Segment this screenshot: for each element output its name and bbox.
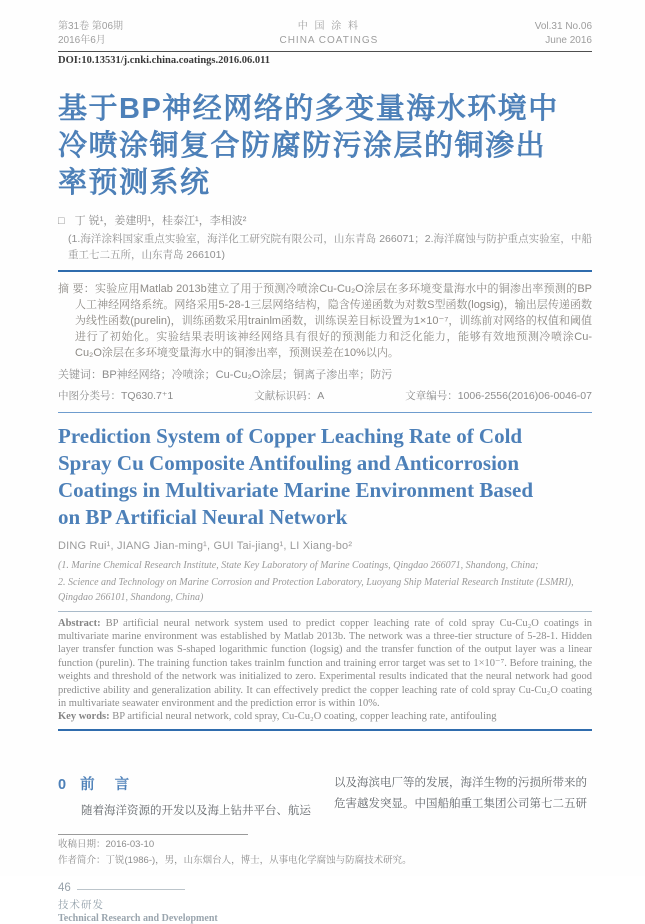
- keywords-en-text: BP artificial neural network, cold spray, Cu-Cu₂O coating, copper leaching rate, antifouling: [112, 711, 497, 723]
- divider-blue-mid: [58, 412, 592, 413]
- author-marker-icon: □: [58, 215, 65, 227]
- footer-category-cn: 技术研发: [58, 899, 104, 912]
- divider-thin: [58, 611, 592, 612]
- affiliation-en-2: 2. Science and Technology on Marine Corrosion and Protection Laboratory, Luoyang Ship Material Research Institute (LSMRI), Qingdao 266101, Shandong, China): [58, 576, 574, 603]
- keywords-en-label: Key words:: [58, 711, 110, 723]
- doi-line: DOI:10.13531/j.cnki.china.coatings.2016.06.011: [58, 55, 271, 66]
- title-cn-line-1: 基于BP神经网络的多变量海水环境中: [58, 93, 559, 125]
- title-en-line-4: on BP Artificial Neural Network: [58, 505, 348, 529]
- article-title-cn: [58, 91, 592, 202]
- doc-code-value: A: [317, 390, 325, 402]
- doc-code-label: 文献标识码：: [254, 390, 318, 402]
- received-date-line: [58, 838, 592, 851]
- intro-paragraph-left: 随着海洋资源的开发以及海上钻井平台、航运: [81, 805, 311, 818]
- affiliation-en-1: (1. Marine Chemical Research Institute, State Key Laboratory of Marine Coatings, Qingdao 266071, Shandong, China;: [58, 560, 539, 571]
- title-cn-line-2: 冷喷涂铜复合防腐防污涂层的铜渗出: [58, 130, 547, 162]
- journal-name-cn: 中 国 涂 料: [297, 21, 361, 32]
- journal-name-en: CHINA COATINGS: [279, 35, 379, 46]
- abstract-en-label: Abstract:: [58, 617, 101, 629]
- abstract-en: [58, 617, 592, 711]
- abstract-cn-text: 实验应用Matlab 2013b建立了用于预测冷喷涂Cu-Cu₂O涂层在多环境变量海水中的铜渗出率预测的BP人工神经网络系统。网络采用5-28-1三层网络结构，隐含传递函数为对数S型函数(logsig)，输出层传递函数为线性函数(purelin)，训练函数采用trainlm函数，训练误差目标设置为1×10⁻⁷，训练前对网络的权值和阈值进行了初始化。实验结果表明该神经网络具有很好的预测能力和泛化能力，能够有效地预测冷喷涂Cu-Cu₂O涂层在多环境变量海水中的铜渗出率，预测误差在10%以内。: [75, 283, 592, 359]
- header-right: [535, 20, 592, 48]
- divider-blue-top: [58, 270, 592, 272]
- article-title-en: [58, 423, 592, 531]
- section-heading: [58, 773, 318, 794]
- authors-en: DING Rui¹, JIANG Jian-ming¹, GUI Tai-jiang¹, LI Xiang-bo²: [58, 540, 353, 552]
- author-bio-line: [58, 854, 592, 867]
- page-footer: [58, 882, 592, 924]
- classification-row: [58, 388, 592, 403]
- keywords-cn-line: [58, 366, 592, 382]
- clc-label: 中图分类号：: [58, 390, 121, 402]
- received-label: 收稿日期：: [58, 839, 106, 851]
- affiliation-cn: (1.海洋涂料国家重点实验室，海洋化工研究院有限公司，山东青岛 266071；2.海洋腐蚀与防护重点实验室，中船重工七二五所，山东青岛 266101): [68, 233, 592, 261]
- received-value: 2016-03-10: [105, 839, 155, 851]
- abstract-cn-label: 摘 要：: [58, 283, 95, 295]
- page-number-row: [58, 882, 592, 894]
- intro-columns: [58, 773, 592, 822]
- intro-left-column: [58, 773, 318, 822]
- journal-header: [58, 20, 592, 48]
- footnote-divider: [58, 834, 248, 835]
- header-vol-issue-en: Vol.31 No.06: [534, 21, 592, 32]
- keywords-en-line: [58, 711, 592, 722]
- header-center: [279, 20, 378, 48]
- header-date-cn: 2016年6月: [58, 35, 106, 46]
- clc-item: [58, 388, 173, 403]
- divider-blue-bottom: [58, 729, 592, 731]
- intro-right-line-1: 以及海滨电厂等的发展，海洋生物的污损所带来的: [334, 777, 587, 790]
- page-number-rule: [77, 889, 185, 890]
- header-left: [58, 20, 123, 48]
- section-title: 前 言: [80, 777, 138, 794]
- article-id-label: 文章编号：: [405, 390, 458, 402]
- footer-category-en: Technical Research and Development: [58, 913, 218, 924]
- article-id-value: 1006-2556(2016)06-0046-07: [457, 390, 592, 402]
- keywords-cn-text: BP神经网络；冷喷涂；Cu-Cu₂O涂层；铜离子渗出率；防污: [102, 369, 393, 381]
- author-line-cn: [58, 213, 592, 229]
- clc-value: TQ630.7⁺1: [121, 390, 174, 402]
- authors-cn: 丁 锐¹，姜建明¹，桂泰江¹，李相波²: [74, 215, 247, 227]
- keywords-cn-label: 关键词：: [58, 369, 102, 381]
- abstract-en-text: BP artificial neural network system used to predict copper leaching rate of cold spray Cu-Cu₂O coatings in multivariate marine environment was established by Matlab 2013b. The network was a three-tier structure of 5-28-1. Hidden layer transfer function was S-shaped logarithmic function (logsig) and the transfer function of the output layer was a linear function (purelin). The training function takes trainlm function and training error target was set to 1×10⁻⁷. Before training, the weights and threshold of the network was initialized to zero. Experimental results indicated that the neural network had good predictive ability and generalization ability. It can effectively predict the copper leaching rate of cold spray Cu-Cu₂O coating in multivariate seawater environment and the prediction error is within 10%.: [58, 617, 592, 709]
- intro-right-line-2: 危害越发突显。中国船舶重工集团公司第七二五研: [334, 798, 587, 811]
- title-en-line-2: Spray Cu Composite Antifouling and Anticorrosion: [58, 451, 520, 475]
- title-en-line-1: Prediction System of Copper Leaching Rate of Cold: [58, 424, 523, 448]
- title-cn-line-3: 率预测系统: [58, 167, 211, 199]
- section-number: 0: [58, 777, 67, 794]
- header-date-en: June 2016: [545, 35, 592, 46]
- page-number: 46: [58, 882, 71, 895]
- title-en-line-3: Coatings in Multivariate Marine Environment Based: [58, 478, 534, 502]
- header-vol-issue-cn: 第31卷 第06期: [58, 21, 124, 32]
- header-divider: [58, 51, 592, 52]
- bio-value: 丁锐(1986-)，男，山东烟台人，博士，从事电化学腐蚀与防腐技术研究。: [105, 855, 412, 867]
- bio-label: 作者简介：: [58, 855, 106, 867]
- doc-code-item: [254, 388, 324, 403]
- affiliation-en: [58, 558, 592, 606]
- article-id-item: [405, 388, 592, 403]
- intro-right-column: [334, 773, 592, 822]
- abstract-cn: [58, 281, 592, 361]
